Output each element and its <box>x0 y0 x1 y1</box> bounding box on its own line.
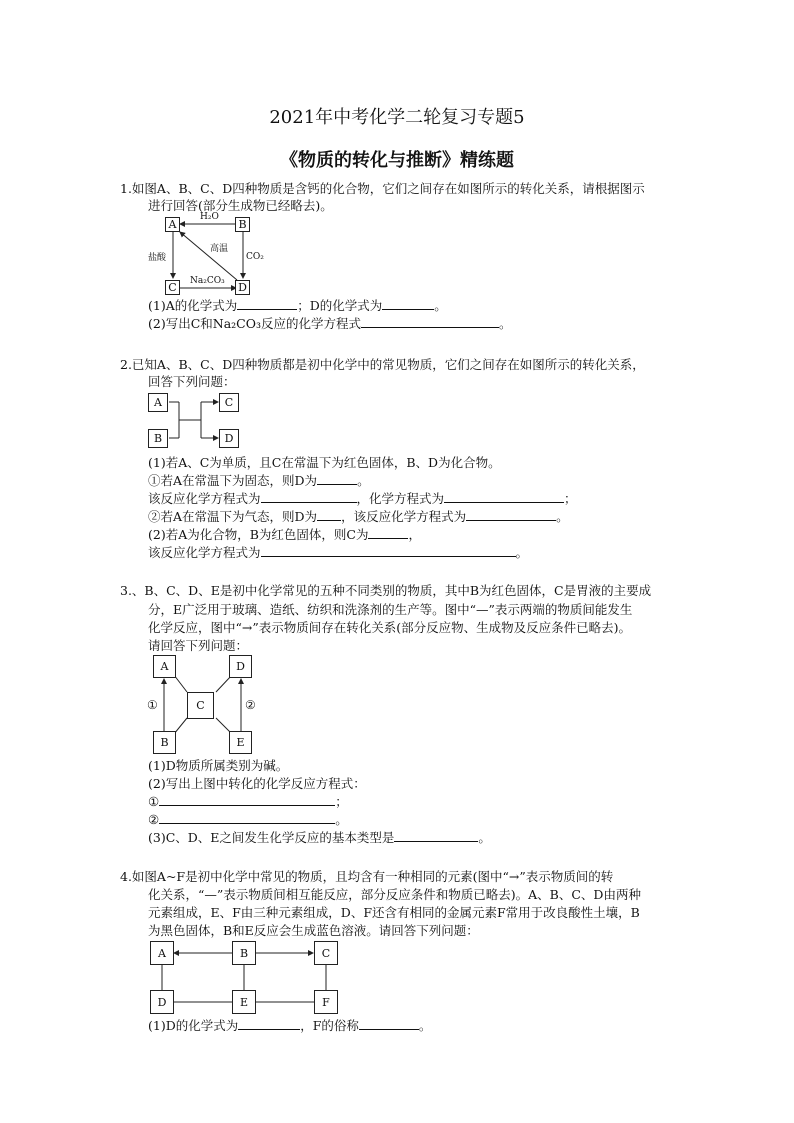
q2-stem-line2: 回答下列问题： <box>148 374 236 389</box>
q3-l5-text-b: 。 <box>478 830 491 845</box>
q3-stem-line2: 分，E广泛用于玻璃、造纸、纺织和洗涤剂的生产等。图中“—”表示两端的物质间能发生 <box>148 602 633 617</box>
q3-stem-line1: 3.、B、C、D、E是初中化学常见的五种不同类别的物质，其中B为红色固体，C是胃液的主要成 <box>120 583 652 598</box>
q3-stem-line3: 化学反应，图中“→”表示物质间存在转化关系(部分反应物、生成物及反应条件已略去)。 <box>148 620 632 635</box>
q3-sub2-eq1 <box>148 794 348 810</box>
q2-answer-blank-eq1[interactable] <box>261 491 357 503</box>
q2-l2-text-a: ①若A在常温下为固态，则D为 <box>148 473 318 488</box>
q3-node-b: B <box>153 731 176 754</box>
q1-sub1-text-c: 。 <box>434 298 447 313</box>
q4-answer-blank-f[interactable] <box>359 1018 419 1030</box>
q3-l4-text-a: ② <box>148 812 160 827</box>
q1-sub1-text-a: (1)A的化学式为 <box>148 298 238 313</box>
q2-node-a: A <box>148 393 168 412</box>
q4-node-f: F <box>314 990 338 1014</box>
q1-label-na2co3: Na₂CO₃ <box>190 276 225 286</box>
q3-sub2: (2)写出上图中转化的化学反应方程式： <box>148 776 366 791</box>
q4-l1-text-c: 。 <box>418 1018 432 1033</box>
q2-answer-blank-d2[interactable] <box>317 509 341 521</box>
q4-sub1 <box>148 1018 431 1034</box>
q4-node-b: B <box>232 941 256 965</box>
q4-stem-line3: 元素组成，E、F由三种元素组成，D、F还含有相同的金属元素F常用于改良酸性土壤，B <box>148 905 640 920</box>
q1-sub2-text-a: (2)写出C和Na₂CO₃反应的化学方程式 <box>148 316 361 331</box>
q2-node-d: D <box>219 429 239 448</box>
q3-mark-2: ② <box>245 698 256 712</box>
q4-stem-line4: 为黑色固体，B和E反应会生成蓝色溶液。请回答下列问题： <box>148 923 479 938</box>
q1-sub1 <box>148 298 447 314</box>
q2-node-c: C <box>219 393 239 412</box>
q4-stem-line2: 化关系，“—”表示物质间相互能反应，部分反应条件和物质已略去)。A、B、C、D由两种 <box>148 887 641 902</box>
page-subtitle: 《物质的转化与推断》精练题 <box>280 150 514 171</box>
q3-mark-1: ① <box>147 698 158 712</box>
q2-l4-text-a: ②若A在常温下为气态，则D为 <box>148 509 318 524</box>
q1-label-yansuan: 盐酸 <box>148 253 167 263</box>
q1-label-co2: CO₂ <box>246 252 264 262</box>
q4-node-e: E <box>232 990 256 1014</box>
q2-sub2 <box>148 527 421 543</box>
q2-stem-line1: 2.已知A、B、C、D四种物质都是初中化学中的常见物质，它们之间存在如图所示的转化关系， <box>120 357 645 372</box>
q1-label-gaowen: 高温 <box>210 244 229 254</box>
q1-label-h2o: H₂O <box>200 212 219 222</box>
q2-l2-text-b: 。 <box>357 473 370 488</box>
q2-answer-blank-eq3[interactable] <box>466 509 556 521</box>
q4-node-a: A <box>150 941 174 965</box>
q1-sub1-text-b: ；D的化学式为 <box>297 298 383 313</box>
q3-node-c: C <box>187 692 214 719</box>
q3-answer-blank-eq2[interactable] <box>159 812 335 824</box>
q2-sub2-equation <box>148 545 528 561</box>
q2-answer-blank-eq2[interactable] <box>444 491 564 503</box>
q3-l5-text-a: (3)C、D、E之间发生化学反应的基本类型是 <box>148 830 395 845</box>
q3-node-e: E <box>229 731 252 754</box>
q3-l3-text-a: ① <box>148 794 160 809</box>
q1-sub2 <box>148 316 512 332</box>
q4-l1-text-a: (1)D的化学式为 <box>148 1018 239 1033</box>
q2-l4-text-b: ，该反应化学方程式为 <box>341 509 467 524</box>
q4-node-d: D <box>150 990 174 1014</box>
q2-node-b: B <box>148 429 168 448</box>
q2-l3-text-c: ； <box>564 491 577 506</box>
q3-l3-text-b: ； <box>335 794 348 809</box>
q4-answer-blank-d[interactable] <box>238 1018 300 1030</box>
q1-sub2-text-b: 。 <box>499 316 512 331</box>
q3-answer-blank-eq1[interactable] <box>159 794 335 806</box>
q4-node-c: C <box>314 941 338 965</box>
q2-l5-text-a: (2)若A为化合物，B为红色固体，则C为 <box>148 527 369 542</box>
q3-sub2-eq2 <box>148 812 348 828</box>
q3-answer-blank-type[interactable] <box>394 830 478 842</box>
q4-l1-text-b: ，F的俗称 <box>300 1018 359 1033</box>
q3-l4-text-b: 。 <box>335 812 348 827</box>
q3-sub3 <box>148 830 491 846</box>
q2-answer-blank-eq4[interactable] <box>261 545 516 557</box>
q2-sub1-case2 <box>148 509 569 525</box>
q1-node-d: D <box>235 280 250 295</box>
q2-l3-text-b: ，化学方程式为 <box>356 491 445 506</box>
q1-answer-blank-equation[interactable] <box>361 316 499 328</box>
q1-stem-line1: 1.如图A、B、C、D四种物质是含钙的化合物，它们之间存在如图所示的转化关系，请根据图示 <box>120 181 645 196</box>
q3-node-d: D <box>229 655 252 678</box>
q1-stem-line2: 进行回答(部分生成物已经略去)。 <box>148 198 333 213</box>
q1-node-c: C <box>165 280 180 295</box>
q2-sub1-case1 <box>148 473 370 489</box>
q2-l5-text-b: ， <box>408 527 421 542</box>
page-title: 2021年中考化学二轮复习专题5 <box>269 107 525 128</box>
q1-node-a: A <box>165 217 180 232</box>
q1-answer-blank-d[interactable] <box>382 298 434 310</box>
q2-answer-blank-c[interactable] <box>368 527 408 539</box>
q2-sub1-equations <box>148 491 577 507</box>
q1-answer-blank-a[interactable] <box>237 298 297 310</box>
q2-l4-text-c: 。 <box>556 509 569 524</box>
q2-l6-text-b: 。 <box>515 545 529 560</box>
q3-node-a: A <box>153 655 176 678</box>
q4-stem-line1: 4.如图A~F是初中化学中常见的物质，且均含有一种相同的元素(图中“→”表示物质间的转 <box>120 869 614 884</box>
q2-l6-text-a: 该反应化学方程式为 <box>148 545 261 560</box>
q2-l3-text-a: 该反应化学方程式为 <box>148 491 261 506</box>
q3-stem-line4: 请回答下列问题： <box>148 638 249 653</box>
q2-answer-blank-d1[interactable] <box>317 473 357 485</box>
q2-sub1: (1)若A、C为单质，且C在常温下为红色固体，B、D为化合物。 <box>148 455 501 470</box>
q3-sub1: (1)D物质所属类别为碱。 <box>148 758 289 773</box>
q1-node-b: B <box>235 217 250 232</box>
